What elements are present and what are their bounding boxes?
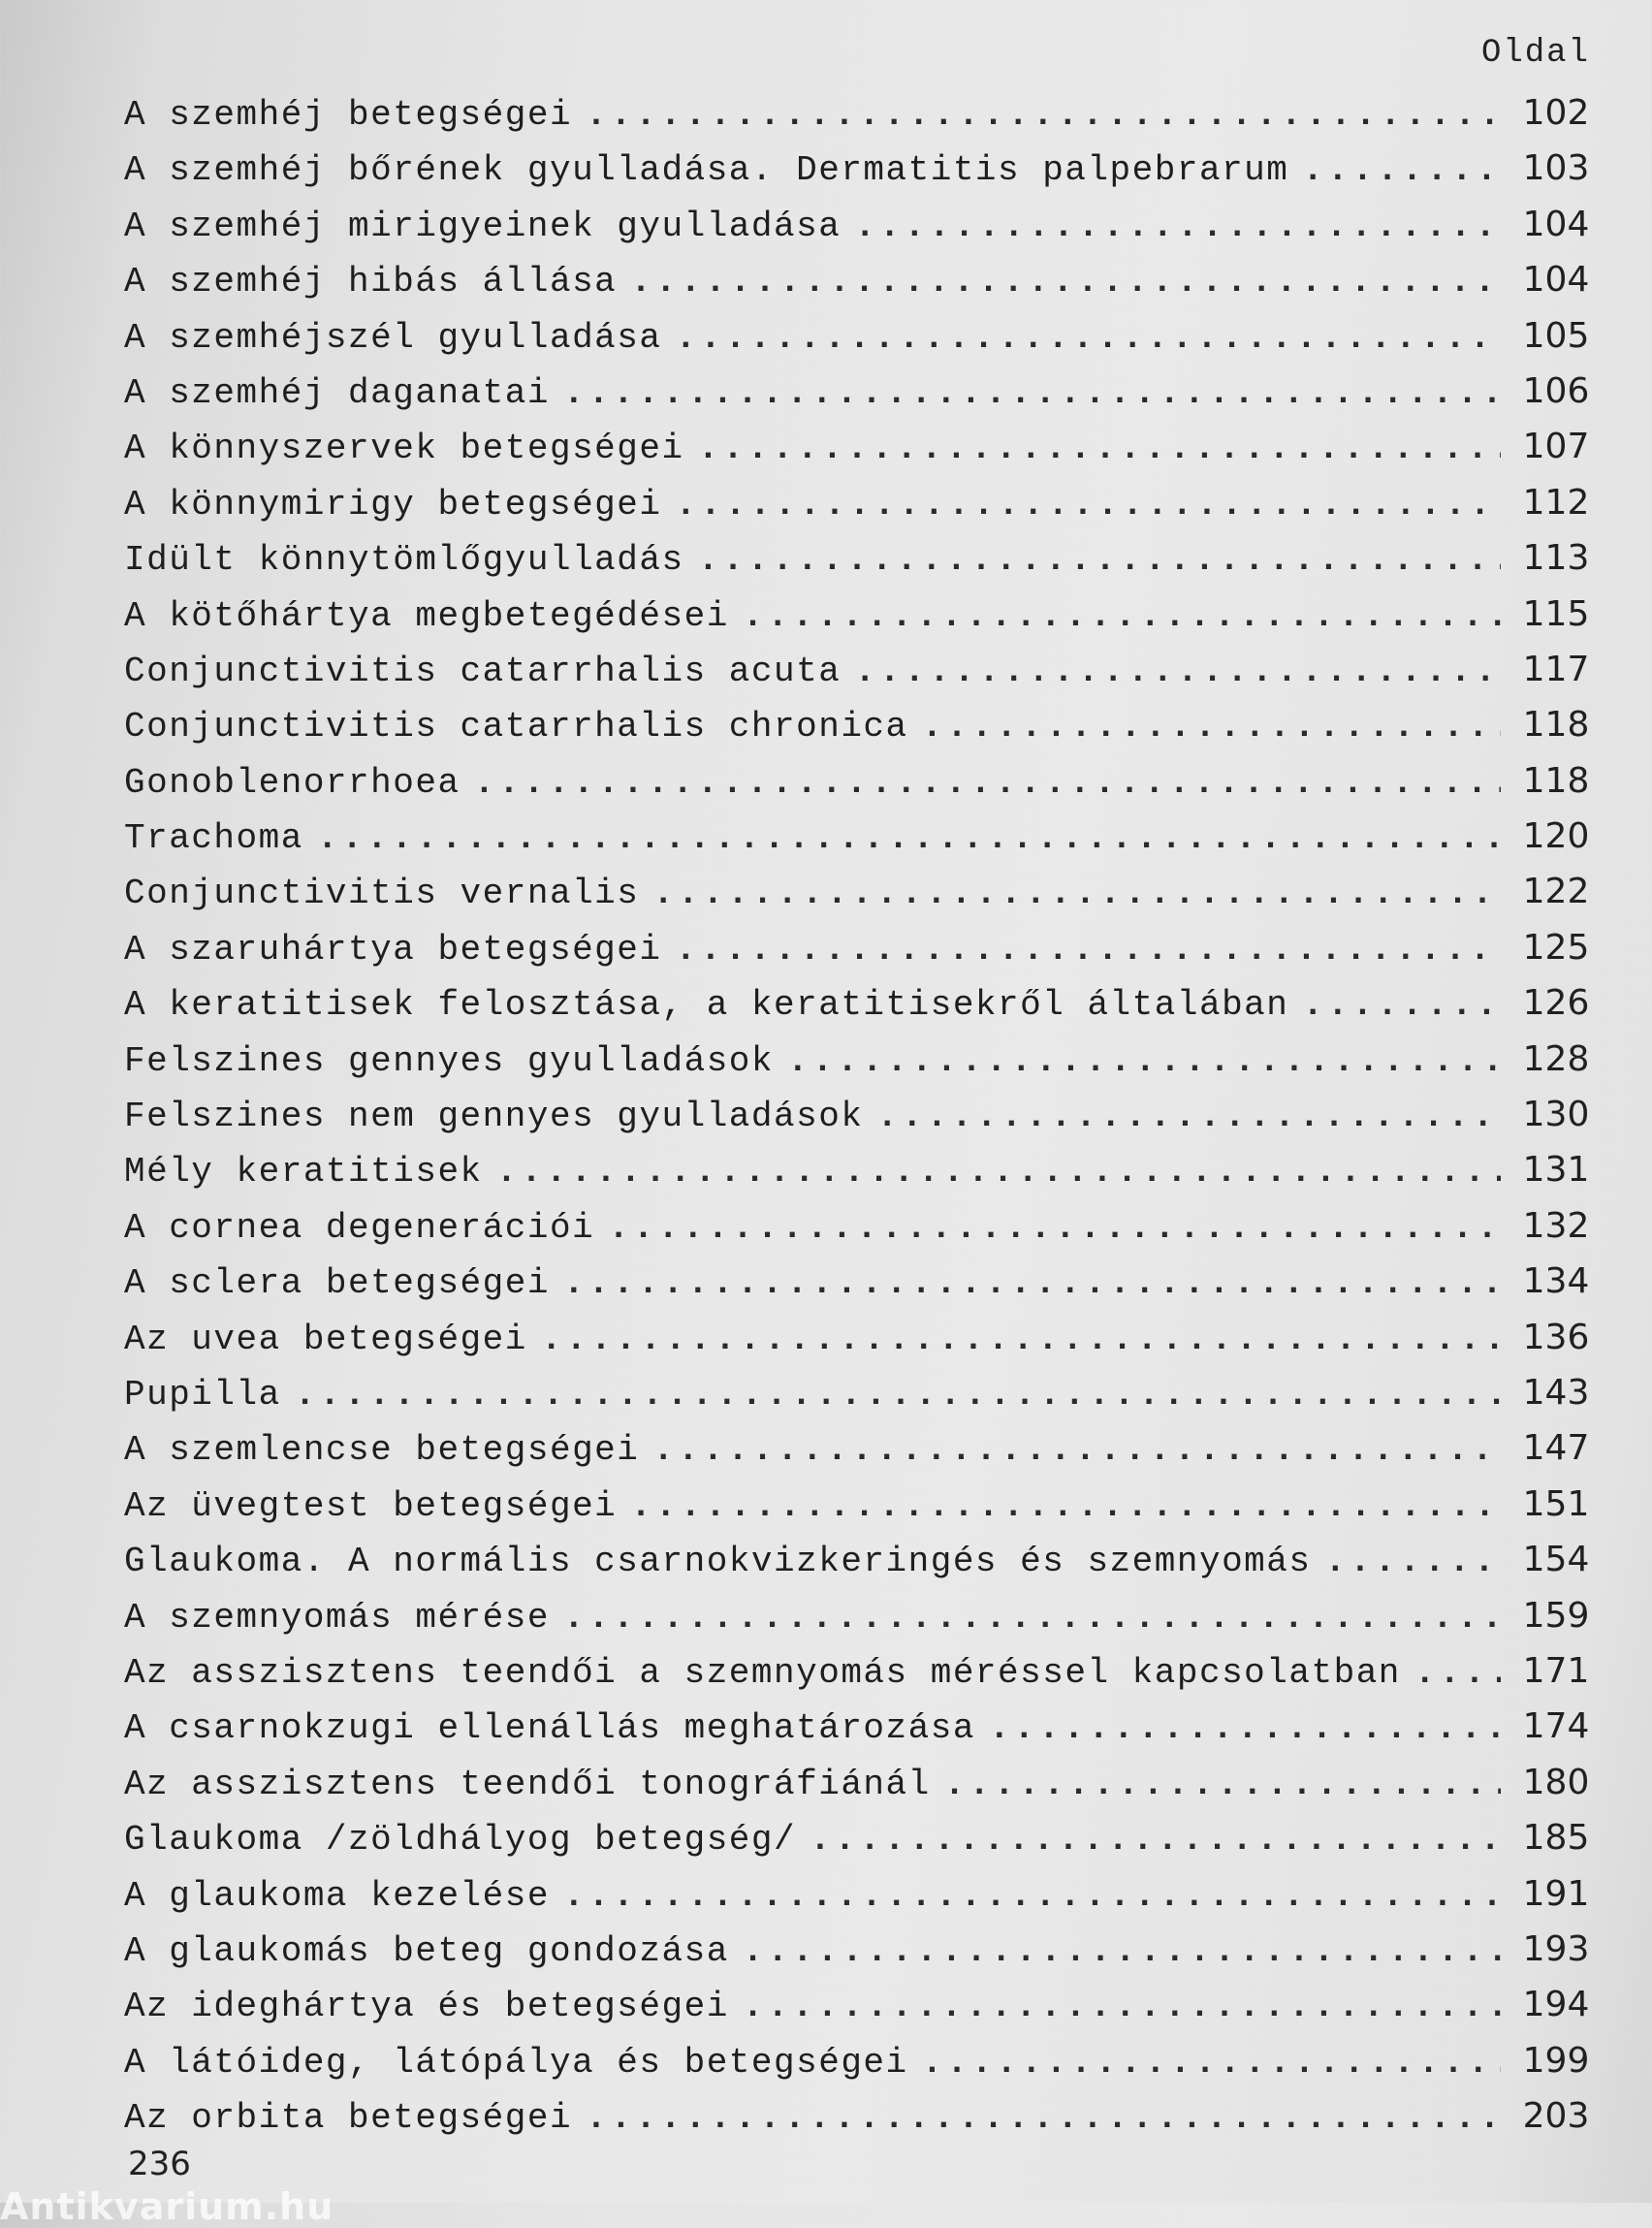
toc-entry [124,538,1598,593]
toc-entry-page: 194 [1522,1985,1590,2025]
toc-entry [124,2096,1598,2151]
toc-entry-page: 130 [1522,1095,1590,1135]
toc-entry [124,816,1598,872]
toc-entry [124,1874,1598,1929]
toc-entry [124,872,1598,927]
toc-dot-leader [563,373,1501,413]
toc-entry-page: 122 [1522,872,1590,912]
toc-entry [124,1206,1598,1261]
toc-entry-title: A szemnyomás mérése [124,1597,550,1638]
toc-entry [124,427,1598,482]
toc-entry [124,761,1598,816]
toc-entry-title: A szemhéjszél gyulladása [124,317,662,358]
toc-entry [124,650,1598,705]
toc-entry [124,1039,1598,1095]
toc-entry-title: Felszines gennyes gyulladások [124,1040,775,1081]
toc-entry-page: 203 [1522,2096,1590,2137]
toc-entry-title: A szemhéj bőrének gyulladása. Dermatitis palpebrarum [124,150,1289,191]
toc-entry-title: A szemhéj mirigyeinek gyulladása [124,206,842,246]
toc-entry-title: Felszines nem gennyes gyulladások [124,1097,864,1137]
toc-entry [124,205,1598,260]
toc-entry-page: 151 [1522,1483,1590,1524]
toc-dot-leader [1414,1653,1501,1693]
toc-dot-leader [586,2098,1501,2138]
toc-entry-title: A látóideg, látópálya és betegségei [124,2042,908,2083]
toc-entry-page: 106 [1522,370,1590,411]
toc-entry [124,1318,1598,1373]
toc-entry-page: 180 [1522,1762,1590,1802]
toc-entry-page: 104 [1522,204,1590,244]
toc-entry-title: Az ideghártya és betegségei [124,1987,729,2027]
toc-entry-page: 134 [1522,1261,1590,1302]
table-of-contents [124,93,1598,2151]
toc-entry-title: Az orbita betegségei [124,2098,573,2139]
toc-entry [124,1985,1598,2040]
toc-dot-leader [563,1598,1501,1638]
toc-dot-leader [922,2043,1501,2083]
toc-entry-page: 107 [1522,427,1590,467]
toc-entry-title: Az üvegtest betegségei [124,1485,618,1526]
toc-entry [124,983,1598,1038]
toc-entry-page: 126 [1522,983,1590,1024]
toc-dot-leader [675,318,1501,358]
toc-entry [124,1540,1598,1595]
toc-entry-page: 125 [1522,927,1590,968]
toc-entry-title: Pupilla [124,1374,281,1415]
toc-entry-page: 143 [1522,1372,1590,1413]
toc-dot-leader [630,1486,1501,1526]
toc-entry-page: 191 [1522,1873,1590,1914]
toc-dot-leader [675,930,1501,970]
toc-entry-page: 159 [1522,1595,1590,1636]
toc-entry-title: Trachoma [124,818,303,859]
toc-dot-leader [295,1375,1501,1415]
toc-entry-page: 104 [1522,260,1590,301]
toc-dot-leader [675,485,1501,525]
toc-entry-title: Conjunctivitis catarrhalis acuta [124,651,842,691]
toc-entry [124,1651,1598,1706]
toc-entry [124,1596,1598,1651]
toc-entry-title: A sclera betegségei [124,1263,550,1304]
toc-entry [124,1095,1598,1150]
toc-entry-page: 118 [1522,760,1590,801]
toc-entry-page: 120 [1522,816,1590,857]
toc-entry-title: A csarnokzugi ellenállás meghatározása [124,1708,975,1749]
toc-entry [124,1373,1598,1428]
toc-entry-page: 136 [1522,1317,1590,1357]
toc-entry [124,2041,1598,2096]
toc-entry-page: 117 [1522,649,1590,689]
toc-dot-leader [743,596,1501,636]
toc-dot-leader [630,262,1501,302]
toc-dot-leader [1325,1542,1502,1581]
toc-entry-title: Gonoblenorrhoea [124,762,461,803]
toc-dot-leader [541,1320,1501,1359]
toc-entry-title: A glaukomás beteg gondozása [124,1930,729,1971]
toc-entry [124,1428,1598,1483]
toc-entry [124,705,1598,760]
toc-entry-page: 128 [1522,1038,1590,1079]
toc-entry-page: 113 [1522,538,1590,579]
toc-entry-title: Idült könnytömlőgyulladás [124,540,684,581]
toc-entry [124,148,1598,204]
toc-dot-leader [563,1263,1501,1303]
toc-entry-title: Glaukoma. A normális csarnokvizkeringés és szemnyomás [124,1542,1312,1582]
toc-entry [124,1261,1598,1317]
toc-dot-leader [586,95,1501,135]
toc-dot-leader [743,1987,1501,2026]
toc-dot-leader [1302,150,1501,190]
toc-entry [124,260,1598,315]
toc-dot-leader [608,1208,1501,1248]
toc-entry-title: Conjunctivitis catarrhalis chronica [124,707,908,748]
toc-entry [124,594,1598,650]
toc-dot-leader [496,1152,1501,1192]
toc-entry-page: 185 [1522,1818,1590,1859]
page-column-header: Oldal [1480,35,1590,72]
toc-entry-title: A szemhéj hibás állása [124,262,618,302]
toc-entry-page: 193 [1522,1928,1590,1969]
toc-dot-leader [563,1876,1501,1916]
toc-entry [124,483,1598,538]
watermark: Antikvarium.hu [0,2185,334,2228]
toc-dot-leader [854,652,1501,691]
toc-entry-title: A glaukoma kezelése [124,1875,550,1916]
toc-dot-leader [698,429,1501,468]
toc-entry-page: 147 [1522,1428,1590,1469]
toc-entry-page: 102 [1522,93,1590,133]
toc-entry-page: 199 [1522,2040,1590,2081]
toc-dot-leader [1302,985,1501,1025]
toc-entry-page: 103 [1522,148,1590,189]
toc-entry-title: A szaruhártya betegségei [124,929,662,970]
toc-entry-title: Az uvea betegségei [124,1319,527,1359]
toc-entry [124,1706,1598,1762]
toc-entry-page: 171 [1522,1650,1590,1691]
toc-entry-title: A szemlencse betegségei [124,1430,640,1471]
toc-dot-leader [317,818,1501,858]
toc-dot-leader [787,1041,1501,1081]
page-number: 236 [128,2145,191,2183]
toc-entry-title: A könnyszervek betegségei [124,429,684,469]
toc-entry-page: 154 [1522,1540,1590,1580]
toc-entry-title: A keratitisek felosztása, a keratitisekről általában [124,985,1289,1026]
toc-dot-leader [743,1931,1501,1971]
toc-entry-page: 132 [1522,1205,1590,1246]
toc-dot-leader [698,540,1501,580]
toc-entry-page: 112 [1522,482,1590,523]
toc-entry [124,928,1598,983]
toc-entry-title: A könnymirigy betegségei [124,484,662,525]
toc-dot-leader [652,874,1501,913]
toc-entry-page: 115 [1522,593,1590,634]
toc-dot-leader [989,1708,1501,1748]
toc-dot-leader [876,1097,1501,1136]
toc-entry-title: Mély keratitisek [124,1152,483,1193]
toc-entry-title: A cornea degenerációi [124,1207,595,1248]
toc-entry [124,1818,1598,1873]
toc-dot-leader [474,763,1501,803]
toc-entry-page: 105 [1522,315,1590,356]
toc-entry [124,1150,1598,1205]
toc-entry-title: Az asszisztens teendői a szemnyomás méréssel kapcsolatban [124,1652,1401,1693]
toc-dot-leader [854,207,1501,246]
toc-entry-page: 174 [1522,1706,1590,1747]
toc-dot-leader [810,1820,1501,1860]
toc-entry-title: Az asszisztens teendői tonográfiánál [124,1764,931,1804]
toc-entry [124,1929,1598,1985]
toc-entry-title: A kötőhártya megbetegédései [124,595,729,636]
toc-entry [124,93,1598,148]
toc-entry [124,1763,1598,1818]
toc-entry [124,316,1598,371]
toc-entry-title: A szemhéj betegségei [124,95,573,135]
toc-dot-leader [652,1430,1501,1470]
toc-dot-leader [922,707,1501,747]
toc-entry-page: 131 [1522,1150,1590,1191]
toc-entry-page: 118 [1522,705,1590,746]
toc-entry [124,371,1598,427]
toc-entry-title: Glaukoma /zöldhályog betegség/ [124,1820,797,1861]
toc-entry-title: Conjunctivitis vernalis [124,874,640,914]
toc-entry-title: A szemhéj daganatai [124,372,550,413]
toc-entry [124,1484,1598,1540]
toc-dot-leader [944,1765,1501,1804]
